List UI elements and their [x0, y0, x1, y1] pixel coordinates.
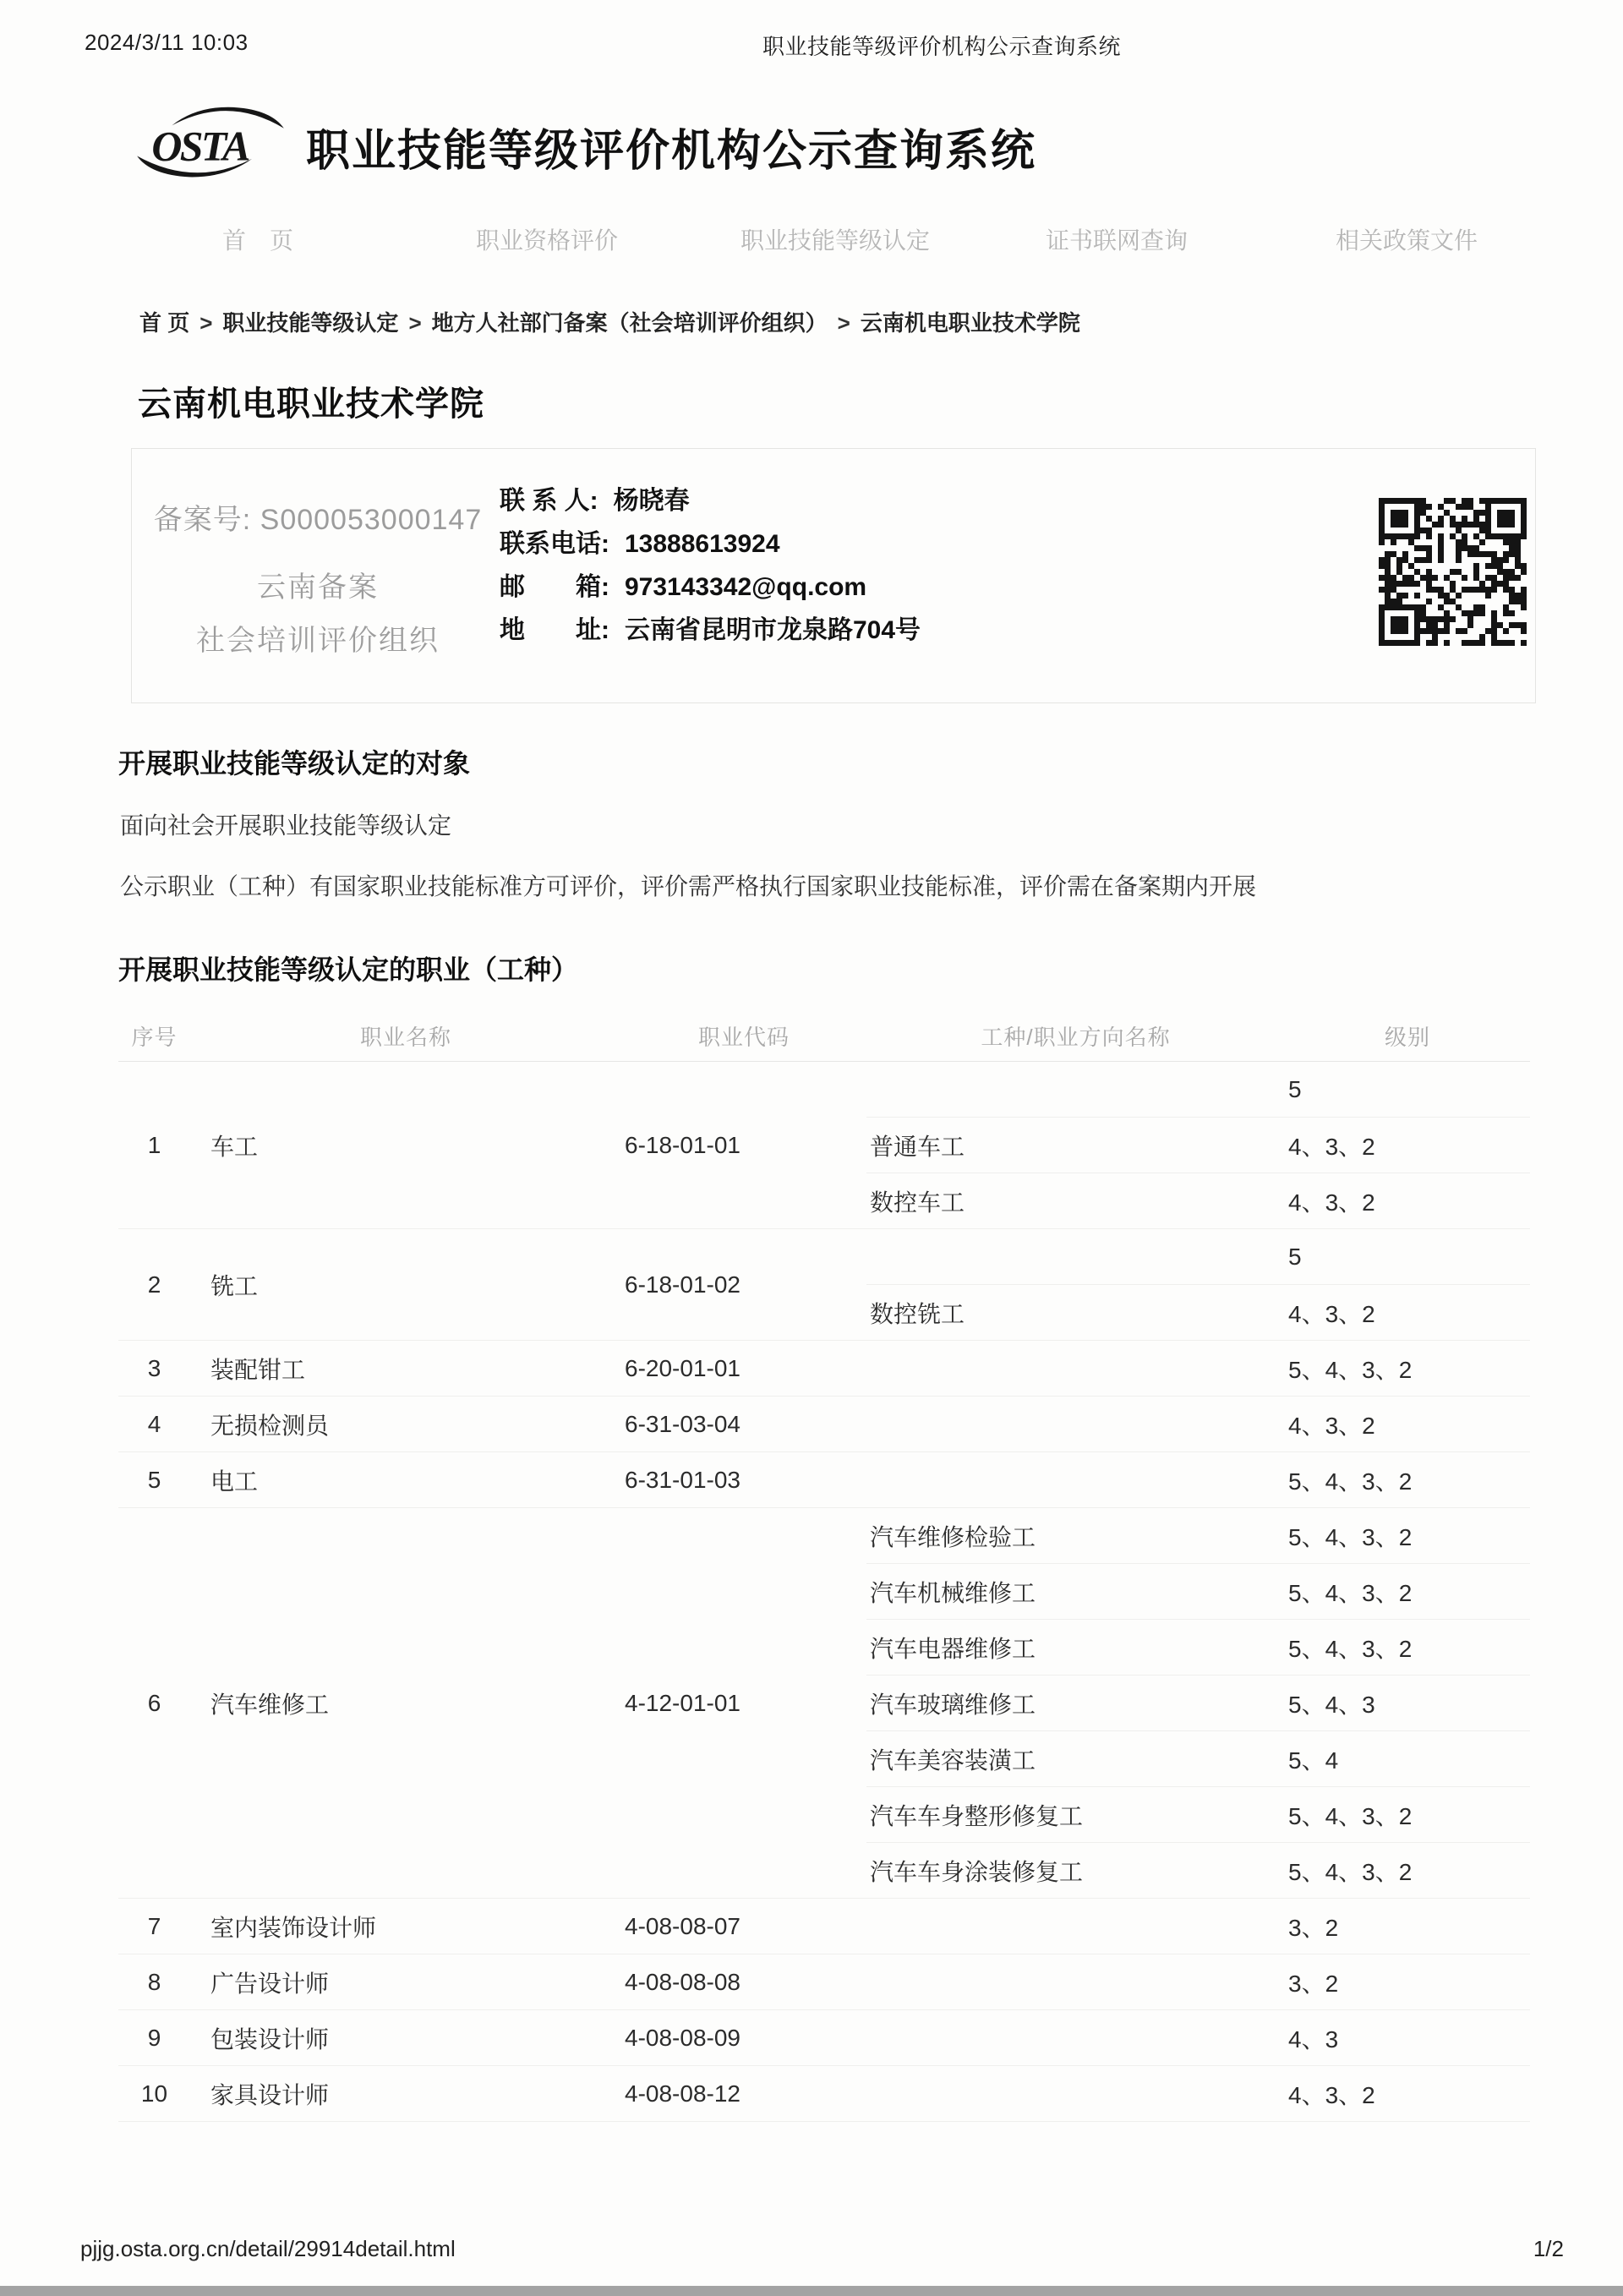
cell-lvl: 5、4、3: [1285, 1676, 1530, 1731]
cell-lvl: 3、2: [1285, 1899, 1530, 1954]
cell-sub: 数控铣工: [866, 1285, 1285, 1341]
cell-name: 车工: [190, 1062, 621, 1229]
cell-idx: 9: [118, 2010, 190, 2066]
cell-lvl: 5: [1285, 1062, 1530, 1118]
cell-code: 6-18-01-01: [621, 1062, 866, 1229]
cell-idx: 6: [118, 1508, 190, 1899]
cell-idx: 7: [118, 1899, 190, 1954]
table-header-row: [118, 1011, 1530, 1062]
table-header-2: 职业名称: [190, 1011, 621, 1062]
section-object-line-2: 公示职业（工种）有国家职业技能标准方可评价，评价需严格执行国家职业技能标准，评价需在备案期内开展: [120, 873, 1257, 899]
jobs-table: [118, 1011, 1530, 2122]
cell-code: 4-08-08-07: [621, 1899, 866, 1954]
cell-sub: [866, 1397, 1285, 1452]
cell-lvl: 4、3、2: [1285, 1397, 1530, 1452]
print-datetime: 2024/3/11 10:03: [85, 30, 249, 55]
record-no-line: [136, 496, 500, 538]
cell-sub: 汽车车身整形修复工: [866, 1787, 1285, 1843]
osta-logo-text: OSTA: [151, 123, 249, 170]
cell-lvl: 4、3、2: [1285, 1285, 1530, 1341]
contact-label: 邮 箱:: [500, 573, 609, 601]
cell-idx: 5: [118, 1452, 190, 1508]
cell-lvl: 4、3、2: [1285, 1173, 1530, 1229]
record-no-value: S000053000147: [260, 504, 483, 536]
cell-sub: 汽车维修检验工: [866, 1508, 1285, 1564]
cell-sub: 汽车美容装潢工: [866, 1731, 1285, 1787]
table-row: [118, 1954, 1530, 2010]
cell-sub: 汽车车身涂装修复工: [866, 1843, 1285, 1899]
table-row: [118, 2066, 1530, 2122]
cell-code: 4-08-08-08: [621, 1954, 866, 2010]
cell-code: 4-12-01-01: [621, 1508, 866, 1899]
org-info-panel: [131, 448, 1536, 703]
cell-idx: 8: [118, 1954, 190, 2010]
cell-lvl: 5: [1285, 1229, 1530, 1285]
breadcrumb-item-1[interactable]: 首 页: [139, 310, 190, 336]
cell-code: 6-18-01-02: [621, 1229, 866, 1341]
contact-block: [500, 479, 921, 652]
table-row: [118, 2010, 1530, 2066]
cell-name: 汽车维修工: [190, 1508, 621, 1899]
cell-sub: [866, 1341, 1285, 1397]
contact-label: 联 系 人:: [500, 487, 598, 515]
cell-name: 广告设计师: [190, 1954, 621, 2010]
cell-sub: [866, 2066, 1285, 2122]
nav-item-4[interactable]: 证书联网查询: [1046, 227, 1189, 254]
breadcrumb-separator: >: [837, 310, 850, 336]
cell-idx: 10: [118, 2066, 190, 2122]
cell-name: 家具设计师: [190, 2066, 621, 2122]
contact-row-4: [500, 609, 921, 652]
cell-lvl: 5、4、3、2: [1285, 1564, 1530, 1620]
cell-sub: [866, 2010, 1285, 2066]
table-row: [118, 1508, 1530, 1564]
section-object-heading: 开展职业技能等级认定的对象: [118, 748, 471, 779]
nav-item-3[interactable]: 职业技能等级认定: [740, 227, 931, 254]
cell-lvl: 5、4: [1285, 1731, 1530, 1787]
contact-value: 云南省昆明市龙泉路704号: [625, 616, 921, 644]
cell-name: 包装设计师: [190, 2010, 621, 2066]
cell-idx: 4: [118, 1397, 190, 1452]
record-region: 云南备案: [257, 571, 379, 604]
nav-item-2[interactable]: 职业资格评价: [476, 227, 619, 254]
cell-lvl: 5、4、3、2: [1285, 1843, 1530, 1899]
cell-lvl: 4、3、2: [1285, 2066, 1530, 2122]
cell-code: 6-20-01-01: [621, 1341, 866, 1397]
breadcrumb-item-4: 云南机电职业技术学院: [860, 310, 1080, 336]
main-nav: [0, 222, 1623, 256]
print-doc-title: 职业技能等级评价机构公示查询系统: [762, 34, 1122, 59]
table-row: [118, 1341, 1530, 1397]
section-jobs-heading: 开展职业技能等级认定的职业（工种）: [118, 954, 579, 985]
cell-lvl: 5、4、3、2: [1285, 1508, 1530, 1564]
cell-lvl: 4、3、2: [1285, 1118, 1530, 1173]
org-type: 社会培训评价组织: [196, 625, 440, 657]
cell-sub: [866, 1452, 1285, 1508]
cell-sub: 数控车工: [866, 1173, 1285, 1229]
cell-sub: [866, 1954, 1285, 2010]
qr-code: [1379, 498, 1527, 646]
breadcrumb-item-3[interactable]: 地方人社部门备案（社会培训评价组织）: [431, 310, 828, 336]
cell-idx: 2: [118, 1229, 190, 1341]
print-page-number: 1/2: [1533, 2236, 1564, 2261]
cell-code: 4-08-08-12: [621, 2066, 866, 2122]
cell-code: 4-08-08-09: [621, 2010, 866, 2066]
breadcrumb-separator: >: [199, 310, 213, 336]
cell-lvl: 5、4、3、2: [1285, 1452, 1530, 1508]
cell-idx: 1: [118, 1062, 190, 1229]
contact-label: 地 址:: [500, 616, 609, 644]
section-object-line-1: 面向社会开展职业技能等级认定: [120, 812, 452, 839]
breadcrumb-separator: >: [408, 310, 422, 336]
cell-lvl: 4、3: [1285, 2010, 1530, 2066]
cell-name: 装配钳工: [190, 1341, 621, 1397]
site-title: 职业技能等级评价机构公示查询系统: [306, 127, 1037, 176]
cell-sub: [866, 1229, 1285, 1285]
print-url: pjjg.osta.org.cn/detail/29914detail.html: [80, 2236, 456, 2261]
contact-row-1: [500, 479, 921, 522]
cell-sub: 汽车电器维修工: [866, 1620, 1285, 1676]
table-header-4: 工种/职业方向名称: [866, 1011, 1285, 1062]
cell-lvl: 3、2: [1285, 1954, 1530, 2010]
cell-sub: [866, 1062, 1285, 1118]
cell-idx: 3: [118, 1341, 190, 1397]
table-row: [118, 1452, 1530, 1508]
contact-value: 13888613924: [625, 530, 780, 558]
cell-code: 6-31-01-03: [621, 1452, 866, 1508]
record-no-label: 备案号:: [153, 504, 252, 536]
cell-name: 电工: [190, 1452, 621, 1508]
table-header-5: 级别: [1285, 1011, 1530, 1062]
nav-item-1[interactable]: 首 页: [222, 227, 294, 254]
breadcrumb-item-2[interactable]: 职业技能等级认定: [222, 310, 399, 336]
table-row: [118, 1899, 1530, 1954]
table-row: [118, 1397, 1530, 1452]
cell-code: 6-31-03-04: [621, 1397, 866, 1452]
contact-value: 973143342@qq.com: [625, 573, 867, 601]
cell-sub: 普通车工: [866, 1118, 1285, 1173]
table-header-3: 职业代码: [621, 1011, 866, 1062]
table-header-1: 序号: [118, 1011, 190, 1062]
breadcrumb: [139, 306, 1080, 337]
cell-lvl: 5、4、3、2: [1285, 1620, 1530, 1676]
cell-name: 铣工: [190, 1229, 621, 1341]
table-row: [118, 1062, 1530, 1118]
cell-sub: [866, 1899, 1285, 1954]
cell-name: 室内装饰设计师: [190, 1899, 621, 1954]
cell-lvl: 5、4、3、2: [1285, 1341, 1530, 1397]
page-title: 云南机电职业技术学院: [138, 385, 484, 423]
contact-value: 杨晓春: [613, 487, 690, 515]
contact-label: 联系电话:: [500, 530, 609, 558]
cell-lvl: 5、4、3、2: [1285, 1787, 1530, 1843]
cell-sub: 汽车机械维修工: [866, 1564, 1285, 1620]
scan-edge-artifact: [0, 2286, 1623, 2296]
table-row: [118, 1229, 1530, 1285]
contact-row-3: [500, 566, 921, 609]
cell-name: 无损检测员: [190, 1397, 621, 1452]
contact-row-2: [500, 522, 921, 566]
osta-logo-icon: [123, 107, 298, 179]
nav-item-5[interactable]: 相关政策文件: [1336, 227, 1478, 254]
cell-sub: 汽车玻璃维修工: [866, 1676, 1285, 1731]
